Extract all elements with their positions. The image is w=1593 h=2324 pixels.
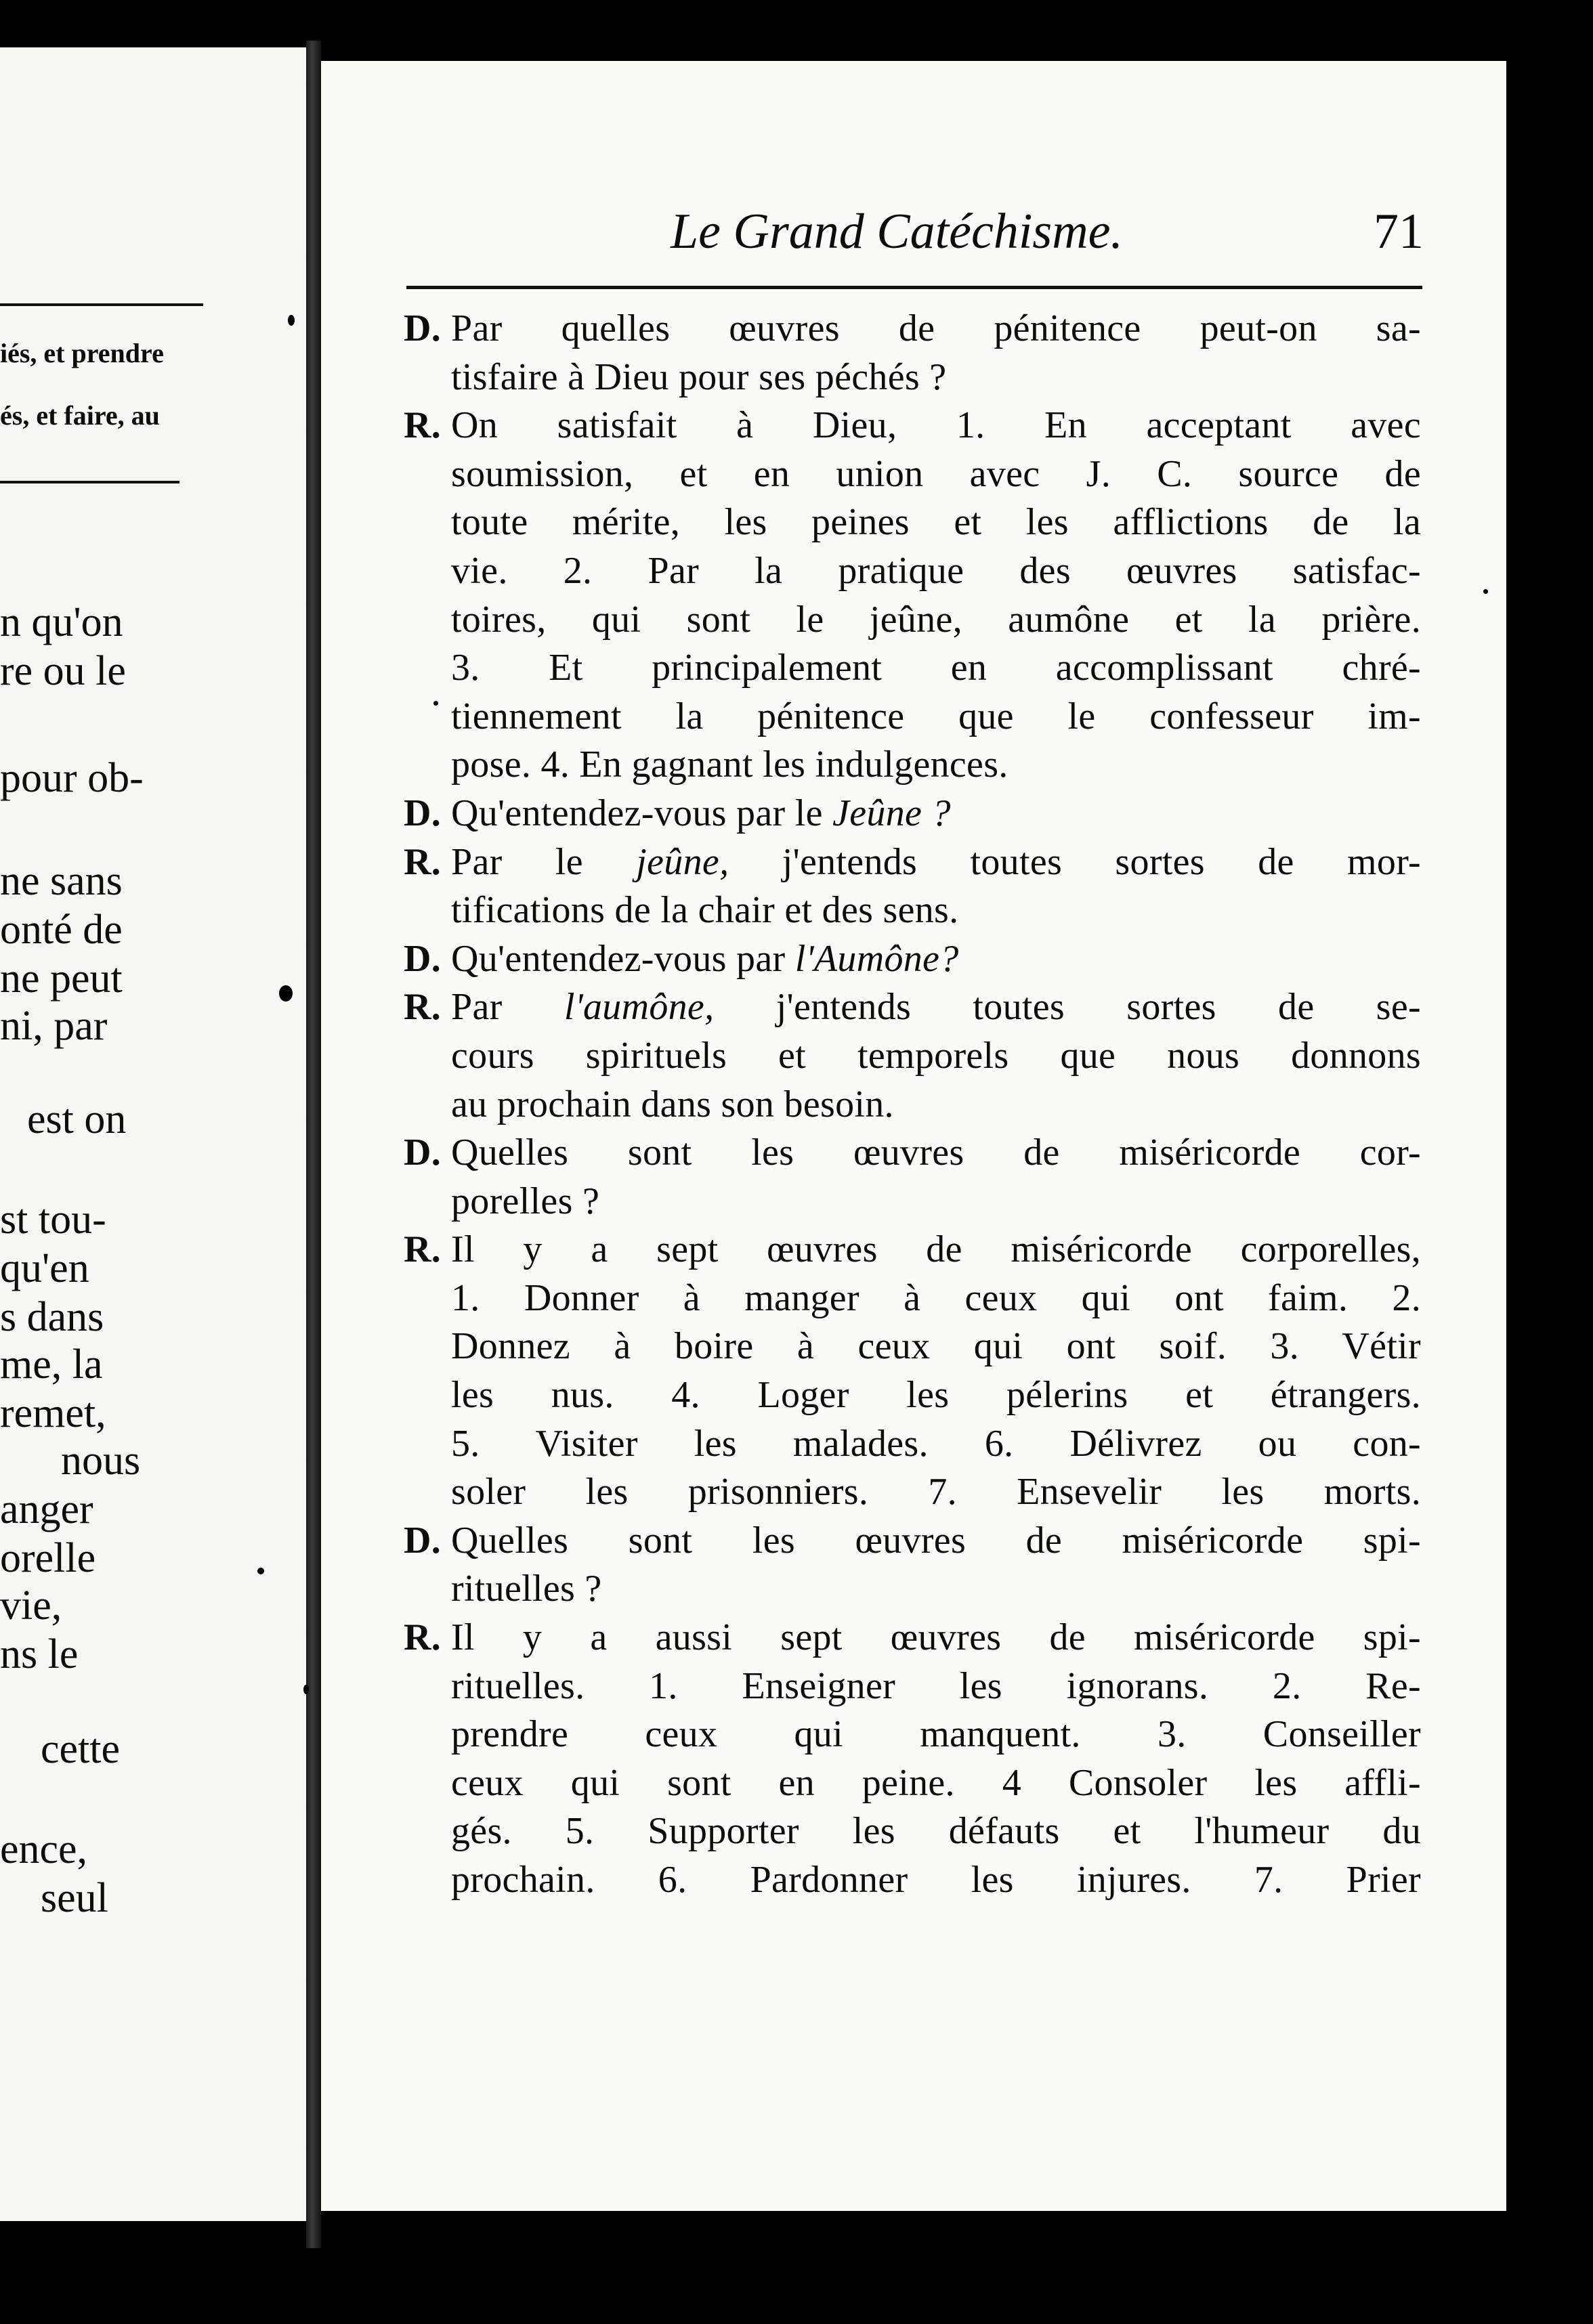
answer-label: R.: [404, 986, 442, 1029]
text-line: pose. 4. En gagnant les indulgences.: [451, 744, 1008, 786]
left-text-line: st tou-: [0, 1197, 106, 1243]
text-line: soler les prisonniers. 7. Ensevelir les morts.: [451, 1471, 1421, 1513]
text-line: porelles ?: [451, 1180, 600, 1222]
left-text-line: re ou le: [0, 648, 126, 694]
left-text-line: nous: [61, 1438, 141, 1484]
left-footnote-line: és, et faire, au: [0, 400, 160, 431]
text-line: D. Quelles sont les œuvres de miséricorde spi-: [404, 1517, 1421, 1566]
text-line: prochain. 6. Pardonner les injures. 7. Prier: [451, 1859, 1421, 1901]
page-number: 71: [1374, 204, 1424, 259]
left-footnote-line: iés, et prendre: [0, 338, 164, 368]
left-bottom-rule: [0, 481, 179, 483]
left-text-line: ence,: [0, 1826, 88, 1872]
left-text-line: est on: [27, 1096, 127, 1142]
text-line: vie. 2. Par la pratique des œuvres satisfac-: [451, 549, 1421, 592]
text-line: au prochain dans son besoin.: [451, 1083, 894, 1125]
text-line: Donnez à boire à ceux qui ont soif. 3. Vétir: [451, 1325, 1421, 1368]
text-line: cours spirituels et temporels que nous donnons: [451, 1034, 1421, 1077]
text-line: R. Il y a aussi sept œuvres de miséricorde spi-: [404, 1614, 1421, 1662]
text-line: gés. 5. Supporter les défauts et l'humeur du: [451, 1810, 1421, 1853]
scan-speck: [433, 701, 438, 706]
left-text-line: qu'en: [0, 1245, 89, 1291]
text-line: prendre ceux qui manquent. 3. Conseiller: [451, 1713, 1421, 1756]
left-text-line: n qu'on: [0, 599, 123, 645]
answer-label: R.: [404, 1616, 442, 1659]
left-text-line: orelle: [0, 1535, 96, 1581]
left-text-line: ns le: [0, 1631, 79, 1677]
text-line: D. Qu'entendez-vous par le Jeûne ?: [404, 790, 1421, 838]
left-text-line: remet,: [0, 1390, 106, 1436]
text-line: 1. Donner à manger à ceux qui ont faim. 2.: [451, 1276, 1421, 1319]
catechism-text: [404, 305, 1421, 1905]
scan-speck: [303, 1685, 309, 1694]
text-line: R. Il y a sept œuvres de miséricorde corporelles,: [404, 1226, 1421, 1274]
answer-label: R.: [404, 404, 442, 447]
text-line: D. Par quelles œuvres de pénitence peut-on sa-: [404, 305, 1421, 353]
text-line: soumission, et en union avec J. C. source de: [451, 452, 1421, 495]
left-text-line: pour ob-: [0, 755, 144, 801]
text-line: ceux qui sont en peine. 4 Consoler les affli-: [451, 1761, 1421, 1804]
question-label: D.: [404, 307, 442, 349]
text-line: rituelles. 1. Enseigner les ignorans. 2. Re-: [451, 1664, 1421, 1707]
left-top-rule: [0, 303, 203, 306]
left-text-line: cette: [41, 1726, 121, 1772]
question-label: D.: [404, 1132, 442, 1174]
left-text-line: s dans: [0, 1294, 104, 1340]
answer-label: R.: [404, 1228, 442, 1271]
text-line: 5. Visiter les malades. 6. Délivrez ou con-: [451, 1422, 1421, 1465]
text-line: D. Qu'entendez-vous par l'Aumône?: [404, 935, 1421, 984]
text-line: 3. Et principalement en accomplissant chré-: [451, 647, 1421, 689]
left-text-line: me, la: [0, 1341, 103, 1387]
left-text-line: ni, par: [0, 1003, 108, 1049]
scan-speck: [279, 985, 293, 1002]
left-text-line: onté de: [0, 907, 123, 953]
text-line: toute mérite, les peines et les afflictions de la: [451, 501, 1421, 544]
left-text-line: ne peut: [0, 955, 123, 1002]
text-line: les nus. 4. Loger les pélerins et étrangers.: [451, 1374, 1421, 1417]
left-text-line: seul: [41, 1875, 108, 1921]
text-line: tifications de la chair et des sens.: [451, 889, 959, 932]
question-label: D.: [404, 1519, 442, 1562]
text-line: D. Quelles sont les œuvres de miséricorde cor-: [404, 1129, 1421, 1178]
answer-label: R.: [404, 840, 442, 883]
scan-speck: [288, 315, 295, 326]
book-gutter: [306, 41, 321, 2248]
question-label: D.: [404, 937, 442, 980]
text-line: tisfaire à Dieu pour ses péchés ?: [451, 356, 947, 398]
text-line: R. Par le jeûne, j'entends toutes sortes de mor-: [404, 838, 1421, 887]
left-page-fragment: [0, 47, 306, 2221]
running-head: Le Grand Catéchisme.: [671, 204, 1123, 259]
left-text-line: anger: [0, 1486, 93, 1532]
text-line: toires, qui sont le jeûne, aumône et la prière.: [451, 598, 1421, 641]
text-line: tiennement la pénitence que le confesseur im-: [451, 695, 1421, 737]
scan-speck: [1483, 589, 1488, 594]
question-label: D.: [404, 792, 442, 834]
text-line: R. Par l'aumône, j'entends toutes sortes de se-: [404, 983, 1421, 1032]
left-text-line: ne sans: [0, 858, 123, 904]
scan-speck: [257, 1568, 264, 1574]
text-line: rituelles ?: [451, 1568, 602, 1610]
text-line: R. On satisfait à Dieu, 1. En acceptant avec: [404, 402, 1421, 450]
left-text-line: vie,: [0, 1583, 62, 1629]
header-rule: [406, 286, 1422, 289]
